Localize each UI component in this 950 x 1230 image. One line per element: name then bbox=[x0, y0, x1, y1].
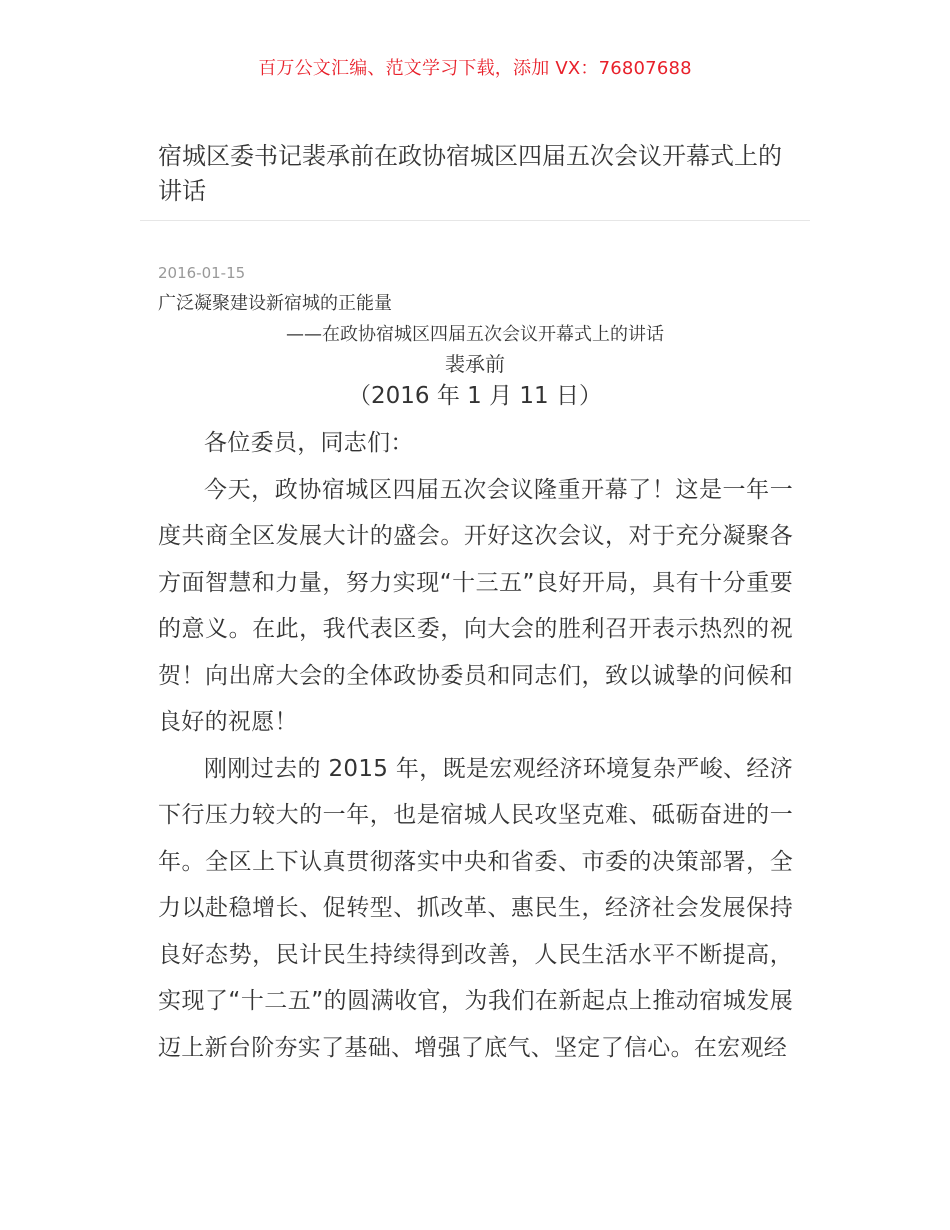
article-title: 宿城区委书记裴承前在政协宿城区四届五次会议开幕式上的讲话 bbox=[158, 142, 782, 205]
body-paragraph: 今天，政协宿城区四届五次会议隆重开幕了！这是一年一度共商全区发展大计的盛会。开好这次会议，对于充分凝聚各方面智慧和力量，努力实现“十三五”良好开局，具有十分重要的意义。在此，我代表区委，向大会的胜利召开表示热烈的祝贺！向出席大会的全体政协委员和同志们，致以诚挚的问候和良好的祝愿！ bbox=[158, 476, 793, 735]
title-divider bbox=[140, 220, 810, 221]
speech-headline: 广泛凝聚建设新宿城的正能量 bbox=[158, 293, 392, 314]
header-banner: 百万公文汇编、范文学习下载，添加 VX：76807688 bbox=[258, 58, 692, 79]
speech-author: 裴承前 bbox=[445, 352, 505, 376]
speech-subtitle: ——在政协宿城区四届五次会议开幕式上的讲话 bbox=[286, 324, 664, 345]
body-paragraph-salutation: 各位委员，同志们： bbox=[204, 430, 414, 456]
body-paragraph: 刚刚过去的 2015 年，既是宏观经济环境复杂严峻、经济下行压力较大的一年，也是宿城人民攻坚克难、砥砺奋进的一年。全区上下认真贯彻落实中央和省委、市委的决策部署，全力以赴稳增长、促转型、抓改革、惠民生，经济社会发展保持良好态势，民计民生持续得到改善，人民生活水平不断提高，实现了“十二五”的圆满收官，为我们在新起点上推动宿城发展迈上新台阶夯实了基础、增强了底气、坚定了信心。在宏观经 bbox=[158, 755, 793, 1061]
publish-date: 2016-01-15 bbox=[158, 264, 246, 282]
speech-dateline: （2016 年 1 月 11 日） bbox=[348, 383, 602, 409]
article-body bbox=[158, 420, 793, 1071]
